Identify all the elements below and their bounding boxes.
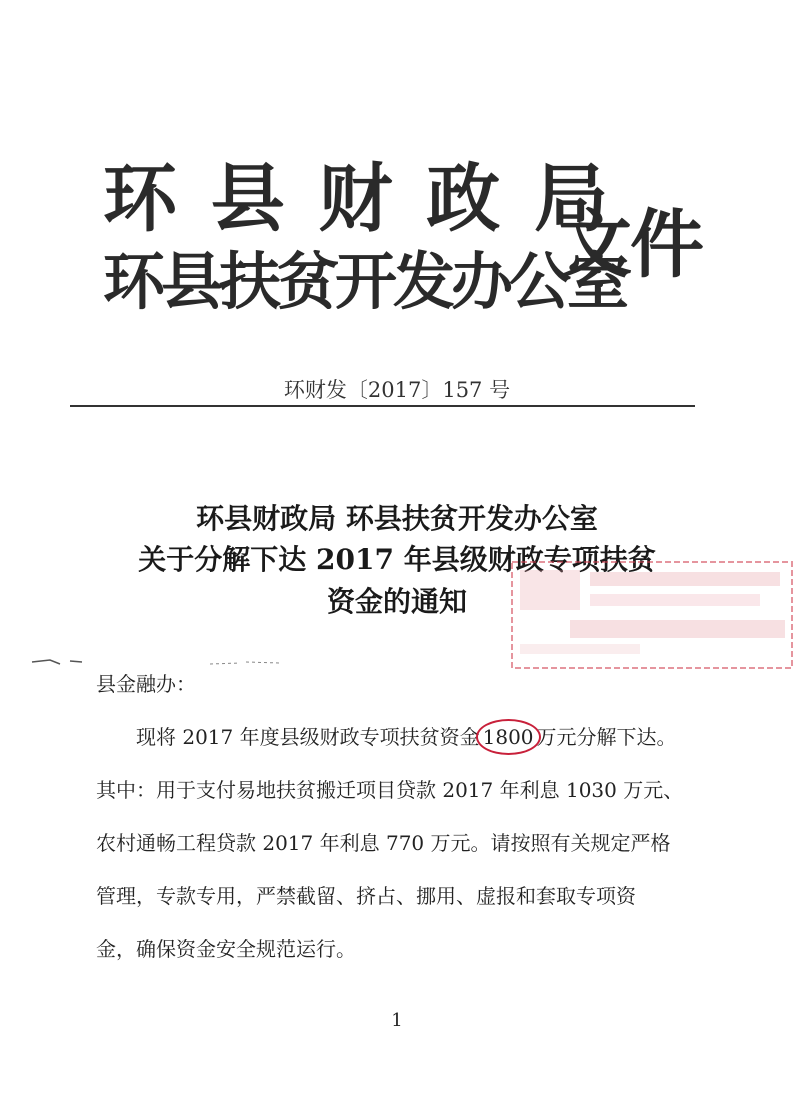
circled-amount: 1800	[480, 725, 537, 749]
bleed-through-stamp	[510, 560, 794, 670]
document-number: 环财发〔2017〕157 号	[283, 378, 511, 402]
body-text: 现将 2017 年度县级财政专项扶贫资金	[136, 725, 480, 749]
addressee: 县金融办：	[96, 672, 196, 696]
page-number: 1	[391, 1010, 403, 1031]
header-divider	[70, 405, 695, 407]
body-paragraph-line-5: 金，确保资金安全规范运行。	[96, 937, 356, 961]
body-text: 万元分解下达。	[536, 725, 677, 749]
document-type-label: 文件	[558, 202, 702, 288]
body-paragraph-line-2: 其中：用于支付易地扶贫搬迁项目贷款 2017 年利息 1030 万元、	[96, 778, 684, 802]
issuer-poverty-office: 环县扶贫开发办公室	[103, 245, 626, 318]
notice-title-line-3: 资金的通知	[326, 585, 467, 618]
body-paragraph-line-1	[136, 721, 677, 750]
issuer-finance-bureau: 环 县 财 政 局	[103, 156, 613, 242]
notice-title-line-2: 关于分解下达 2017 年县级财政专项扶贫	[138, 543, 656, 576]
faint-handwritten-marks	[30, 650, 290, 670]
body-paragraph-line-3: 农村通畅工程贷款 2017 年利息 770 万元。请按照有关规定严格	[96, 831, 671, 855]
notice-title-line-1: 环县财政局 环县扶贫开发办公室	[196, 502, 598, 535]
body-paragraph-line-4: 管理，专款专用，严禁截留、挤占、挪用、虚报和套取专项资	[96, 884, 636, 908]
